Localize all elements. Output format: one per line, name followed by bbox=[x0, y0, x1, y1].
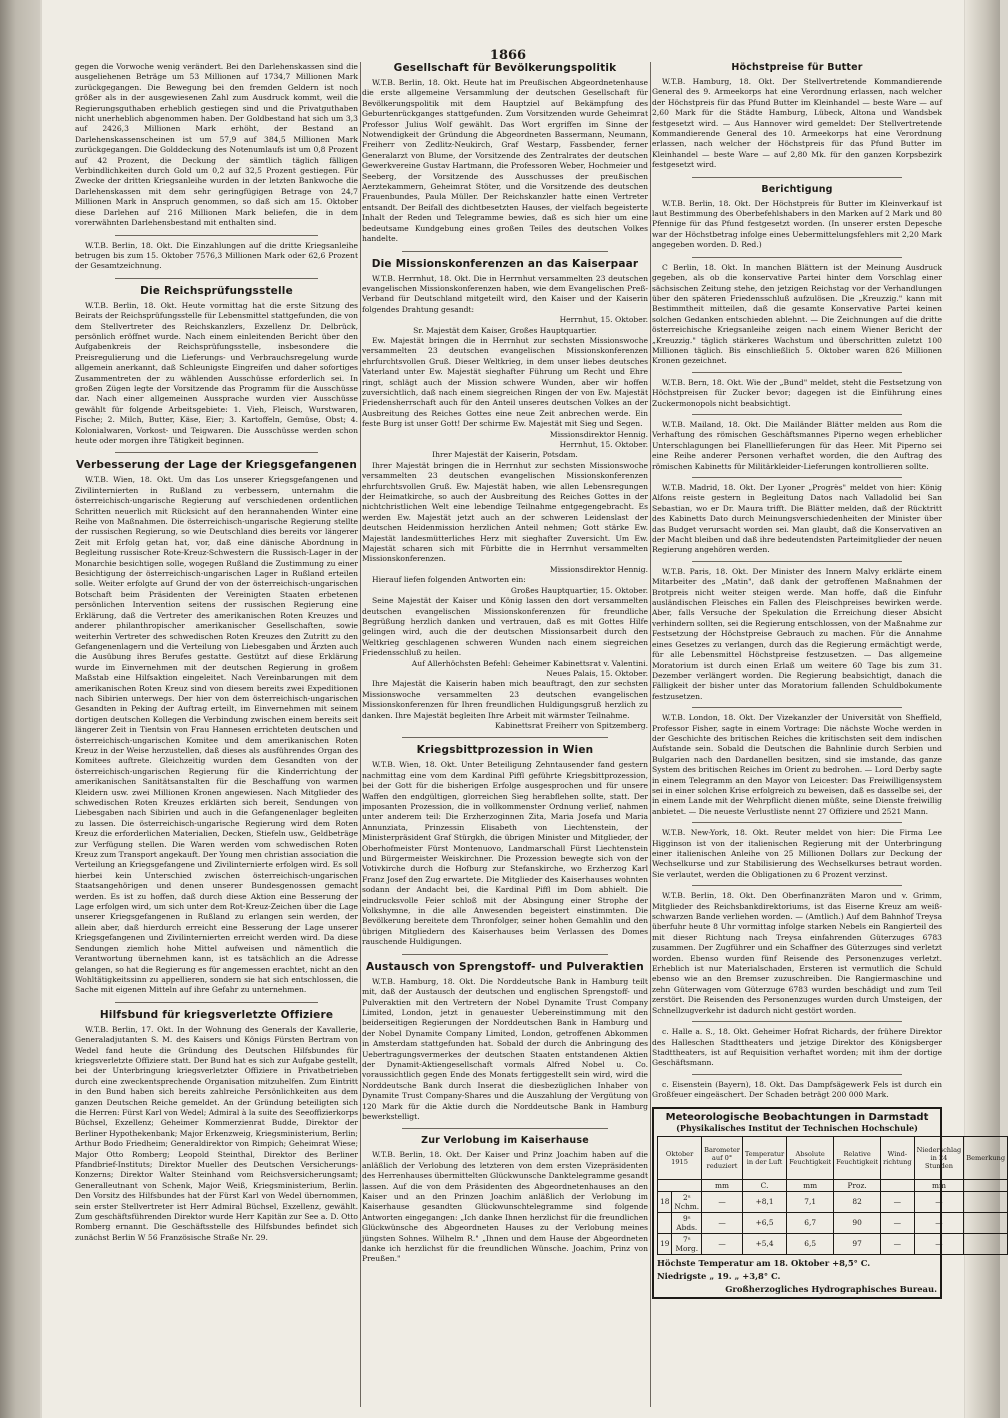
article-reichspruefungsstelle bbox=[75, 285, 358, 447]
separator bbox=[692, 707, 902, 708]
article-text: W.T.B. Wien, 18. Okt. Um das Los unserer Kriegsgefangenen und Zivilinternierten in Rußland zu verbessern, unternahm die österreichisch-ungarische Regierung auf verschiedenen ordentlichen Schritten neuerlich mit Rücksicht auf den herannahenden Winter eine Reihe von Maßnahmen. Die österreichisch-ungarische Regierung stellte der russischen Regierung, so wie Deutschland dies bereits vor längerer Zeit mit Erfolg getan hat, vor, daß eine dänische Abordnung in Begleitung russischer Rote-Kreuz-Schwestern die Russisch-Lager in der Monarchie besichtigen solle, wogegen Rußland die Zustimmung zu einer Besichtigung der österreichisch-ungarischen Lager in Rußland erteilen solle. Weiter erfolgte auf Grund der von der österreichisch-ungarischen Botschaft beim Präsidenten der Vereinigten Staaten erbetenen persönlichen Intervention seitens der russischen Regierung eine Erklärung, daß die Vertreter des amerikanischen Roten Kreuzes und anderer philanthropischer amerikanischer Gesellschaften, sowie weiterhin Vertreter des schwedischen Roten Kreuzes den Zutritt zu den Gefangenenlagern und die Verteilung von Liebesgaben und Ärzten auch die Ausübung ihres Berufes gestatte. Gestützt auf diese Erklärung wurde im Einvernehmen mit der deutschen Regierung in großem Maßstab eine Hilfsaktion eingeleitet. Nach Vereinbarungen mit dem amerikanischen Roten Kreuz sind von diesem bereits zwei Expeditionen nach Sibirien unterwegs. Der hier von dem österreichisch-ungarischen Gesandten in Peking der Auftrag erteilt, im Einvernehmen mit seinem dortigen deutschen Kollegen die Verbindung zwischen einem bereits seit längerer Zeit in Tientsin von Frau Hannesen errichteten deutschen und österreichisch-ungarischen Komitee und dem amerikanischen Roten Kreuz in der Weise herzustellen, daß dieses als ausführendes Organ des Komitees auftrete. Gleichzeitig wurden dem Gesandten von der österreichisch-ungarischen Regierung für die Kinderrichtung der amerikanischen Sanitätsanstalten für die Beschaffung von warmen Kleidern usw. zwei Millionen Kronen angewiesen. Nach Mitglieder des schwedischen Roten Kreuzes erklärten sich bereit, Sendungen von Liebesgaben nach Sibirien und auch in die Gefangenenlager begleiten zu lassen. Die österreichisch-ungarische Regierung wird dem Roten Kreuz die erforderlichen Materialien, Decken, Stiefeln usw., Geldbeträge zur Verfügung stellen. Die Waren werden vom schwedischen Roten Kreuz zum Transport angekauft. Der Young men christian association die Verteilung an Kriegsgefangene und Zivilinternierte erfolgen wird. Es soll hierbei kein Unterschied zwischen österreichisch-ungarischen Staatsangehörigen und denen unserer Bundesgenossen gemacht werden. Es ist zu hoffen, daß durch diese Aktion eine Besserung der Lage erfolgen wird, um sich unter dem Rot-Kreuz-Zeichen über die Lage unserer Kriegsgefangenen in Rußland zu erlangen sein werden, der allein aber, daß hierdurch erreicht eine Besserung der Lage unserer Kriegsgefangenen und Zivilinternierten erreicht werden wird. Da diese Sendungen ziemlich hohe Mittel aufweisen und nämentlich die Verantwortung übernehmen kann, ist es tatsächlich an die Adresse gelangen, so hat die Regierung es für angemessen erachtet, nicht an den Wohltätigkeitssinn zu appellieren, sondern sie hat sich entschlossen, die Sache mit eigenen Mitteln auf ihre Gefahr zu unternehmen. bbox=[75, 475, 358, 995]
article-headline: Austausch von Sprengstoff- und Pulveraktien bbox=[366, 960, 644, 973]
separator bbox=[692, 257, 902, 258]
separator bbox=[115, 1002, 318, 1003]
article-news-briefs bbox=[652, 263, 942, 1101]
bureau-credit: Großherzogliches Hydrographisches Bureau. bbox=[725, 1283, 937, 1294]
article-headline: Die Reichsprüfungsstelle bbox=[140, 284, 293, 297]
article-text: Hierauf liefen folgenden Antworten ein: bbox=[372, 575, 526, 585]
cell-abs: 6,5 bbox=[787, 1233, 834, 1254]
address-line: Ihrer Majestät der Kaiserin, Potsdam. bbox=[432, 450, 578, 460]
separator bbox=[692, 372, 902, 373]
max-label: Höchste Temperatur am bbox=[657, 1257, 771, 1268]
header-temperature: Temperatur in der Luft bbox=[742, 1136, 786, 1179]
header-precipitation: Niederschlag in 24 Stunden bbox=[914, 1136, 964, 1179]
separator bbox=[402, 251, 608, 252]
article-text: W.T.B. Mailand, 18. Okt. Die Mailänder Blätter melden aus Rom die Verhaftung des römischen Geschäftsmannes Piperno wegen erheblicher Unterschlagungen bei Flanelllieferungen für das Heer. Mit Piperno sei eine Reihe anderer Personen verhaftet worden, die den Auftrag des römischen Kabinetts für Militärkleider-Lieferungen kontrollieren sollte. bbox=[652, 419, 942, 471]
unit-baro: mm bbox=[702, 1179, 743, 1191]
article-headline: Gesellschaft für Bevölkerungspolitik bbox=[393, 62, 617, 74]
year-label: 1915 bbox=[671, 1157, 688, 1166]
address-line: Sr. Majestät dem Kaiser, Großes Hauptquartier. bbox=[413, 325, 597, 335]
separator bbox=[692, 822, 902, 823]
separator bbox=[115, 452, 318, 453]
cell-wind: — bbox=[881, 1191, 915, 1212]
column-right bbox=[652, 62, 1006, 1407]
separator bbox=[402, 737, 608, 738]
cell-baro: — bbox=[702, 1212, 743, 1233]
unit-blank bbox=[964, 1179, 1008, 1191]
cell-day: 18 bbox=[658, 1191, 672, 1212]
article-text: Ihre Majestät die Kaiserin haben mich beauftragt, den zur sechsten Missionswoche versammelten 23 deutschen evangelischen Missionskonferenzen für Ihren freundlichen Huldigungsgruß herzlich zu danken. Ihre Majestät begleiten Ihre Arbeit mit wärmster Teilnahme. bbox=[362, 679, 648, 720]
separator bbox=[692, 1021, 902, 1022]
cell-baro: — bbox=[702, 1233, 743, 1254]
min-temperature-line bbox=[657, 1271, 937, 1281]
weather-report-box bbox=[652, 1107, 1006, 1299]
article-text: W.T.B. Paris, 18. Okt. Der Minister des Innern Malvy erklärte einem Mitarbeiter des „Matin", daß dank der getroffenen Maßnahmen der Brotpreis nicht weiter steigen werde. Man hoffe, daß die Einfuhr ausländischen Fleisches ein Fallen des Fleischpreises bewirken werde. Aber, falls Versuche der Spekulation die Erreichung dieser Absicht verhindern sollten, sei die Regierung entschlossen, von der Maßnahme zur Festsetzung der Höchstpreise Gebrauch zu machen. Für die Annahme eines Gesetzes zu verlangen, durch das die Regierung ermächtigt werde, für alle Lebensmittel Höchstpreise festzusetzen. — Das allgemeine Moratorium ist durch einen Erlaß um weitere 60 Tage bis zum 31. Dezember verlängert worden. Die Regierung beabsichtigt, danach die Fälligkeit der bisher unter das Moratorium fallenden Schuldbokumente festzusetzen. bbox=[652, 566, 942, 701]
article-text: W.T.B. Berlin, 18. Okt. Der Höchstpreis für Butter im Kleinverkauf ist laut Bestimmung des Oberbefehlshabers in den Marken auf 2 Mark und 80 Pfennige für das Pfund festgesetzt worden. (In unserer ersten Depesche war der Höchstbetrag infolge eines Uebermittelungsfehlers mit 2,20 Mark angegeben worden. D. Red.) bbox=[652, 198, 942, 250]
weather-header-row bbox=[658, 1136, 1008, 1179]
cell-wind: — bbox=[881, 1212, 915, 1233]
article-text: W.T.B. Hamburg, 18. Okt. Der Stellvertretende Kommandierende General des 9. Armeekorps hat eine Verordnung erlassen, nach welcher der Höchstpreis für das Pfund Butter im Kleinhandel — beste Ware — auf 2,60 Mark für die Städte Hamburg, Lübeck, Altona und Wandsbek festgesetzt wird. — Aus Hannover wird gemeldet: Der Stellvertretende Kommandierende General des 10. Armeekorps hat eine Verordnung erlassen, nach welcher der Höchstpreis für das Pfund Butter im Kleinhandel — beste Ware — auf 2,80 Mk. für den ganzen Korpsbezirk festgesetzt wird. bbox=[652, 77, 942, 170]
table-row bbox=[658, 1191, 1008, 1212]
article-text: W.T.B. New-York, 18. Okt. Reuter meldet von hier: Die Firma Lee Higginson ist von der italienischen Regierung mit der Unterbringung einer italienischen Anleihe von 25 Millionen Dollars zur Deckung der Wechselkurse und zur Stabilisierung des Wechselkurses betraut worden. Sie verlautet, werden die Obligationen zu 6 Prozent verzinst. bbox=[652, 828, 942, 879]
article-engagement bbox=[362, 1135, 648, 1264]
header-rel-humidity: Relative Feuchtigkeit bbox=[834, 1136, 881, 1179]
separator bbox=[402, 1128, 608, 1129]
article-text: c. Eisenstein (Bayern), 18. Okt. Das Dampfsägewerk Fels ist durch ein Großfeuer eingeäschert. Der Schaden beträgt 200 000 Mark. bbox=[652, 1079, 942, 1100]
article-text: Ihrer Majestät bringen die in Herrnhut zur sechsten Missionswoche versammelten 23 deutschen evangelischen Missionskonferenzen ehrfurchtsvollen Gruß. Ew. Majestät haben, wie allen Lebensregungen der Heimatkirche, so auch der Ausbreitung des Reiches Gottes in der nichtchristlichen Welt eine lebendige Teilnahme entgegengebracht. Es werden Ew. Majestät jetzt auch an der schweren Leidenslast der deutschen Heidenmission herzlichen Anteil nehmen; Gott stärke Ew. Majestät landesmütterliches Herz mit sieghafter Zuversicht. Um Ew. Majestät scharen sich mit Fürbitte die in Herrnhut versammelten Missionskonferenzen. bbox=[362, 460, 648, 564]
article-text: W.T.B. Berlin, 17. Okt. In der Wohnung des Generals der Kavallerie, Generaladjutanten S. M. des Kaisers und Königs Fürsten Bertram von Wedel fand heute die Gründung des Deutschen Hilfsbundes für kriegsverletzte Offiziere statt. Der Bund hat es sich zur Aufgabe gestellt, bei der Unterbringung kriegsverletzter Offiziere in Privatbetrieben durch eine zweckentsprechende Organisation mitzuhelfen. Zum Eintritt in den Bund haben sich bereits zahlreiche Persönlichkeiten aus dem ganzen Deutschen Reiche gemeldet. An der Gründung beteiligten sich die Herren: Fürst Karl von Wedel; Admiral à la suite des Seeoffizierkorps Büchsel, Exzellenz; Geheimer Kommerzienrat Budde, Direktor der Berliner Hypothekenbank; Major Erkenzweig, Kriegsministerium, Berlin; Arthur Bodo Friedheim; Generaldirektor von Rimpich; Geheimrat Wiese; Major Otto Romberg; Leopold Steinthal, Direktor des Berliner Pfandbrief-Instituts; Direktor Mueller des Deutschen Versicherungs-Konzerns; Direktor Walter Steinhand vom Reichsversicherungsamt; Generalleutnant von Schenk, Major Weiß, Kriegsministerium, Berlin. Den Vorsitz des Hilfsbundes hat der Fürst Karl von Wedel übernommen, sein erster Stellvertreter ist Herr Admiral Büchsel, Exzellenz, gewählt. Zum geschäftsführenden Direktor wurde Herr Kapitän zur See a. D. Otto Romberg ernannt. Die Geschäftsstelle des Hilfsbundes befindet sich zunächst Berlin W 56 Französische Straße Nr. 29. bbox=[75, 1024, 358, 1242]
dateline: Herrnhut, 15. Oktober. bbox=[559, 315, 648, 325]
signature: Missionsdirektor Hennig. bbox=[549, 429, 648, 439]
cell-nied: — bbox=[914, 1233, 964, 1254]
article-population-policy bbox=[362, 62, 648, 245]
separator bbox=[115, 235, 318, 236]
cell-time: 7ᵘ Morg. bbox=[672, 1233, 702, 1254]
separator bbox=[692, 885, 902, 886]
max-date: 18. Oktober bbox=[773, 1257, 830, 1268]
weather-unit-row bbox=[658, 1179, 1008, 1191]
min-value: +3,8° C. bbox=[742, 1270, 781, 1281]
cell-rel: 82 bbox=[834, 1191, 881, 1212]
column-middle bbox=[362, 62, 648, 1407]
article-text: C Berlin, 18. Okt. In manchen Blättern ist der Meinung Ausdruck gegeben, als ob die konservative Partei hinter dem Vorschlag einer sächsischen Zeitung stehe, den jetzigen Reichstag vor der Verhandlungen über den späteren Friedensschluß aufzulösen. Die „Kreuzzig." kann mit Bestimmtheit mitteilen, daß die gesamte Konservative Partei keinen solchen Gedanken entschieden ablehnt. — Die Zeichnungen auf die dritte österreichische Kriegsanleihe zeigen nach einem Wiener Bericht der „Kreuzzig." täglich stärkeres Wachstum und überschritten zuletzt 100 Millionen täglich. Bis einschließlich 5. Oktober waren 826 Millionen Kronen gezeichnet. bbox=[652, 262, 942, 366]
cell-bem bbox=[964, 1233, 1008, 1254]
article-mission-conferences bbox=[362, 258, 648, 732]
article-text: Seine Majestät der Kaiser und König lassen den dort versammelten deutschen evangelischen Missionskonferenzen für freundliche Begrüßung herzlich danken und vertrauen, daß es mit Gottes Hilfe gelingen wird, auch die der deutschen Missionsarbeit durch den Weltkrieg geschlagenen schweren Wunden nach einem siegreichen Friedensschluß zu heilen. bbox=[362, 596, 648, 658]
table-row bbox=[658, 1212, 1008, 1233]
article-text: c. Halle a. S., 18. Okt. Geheimer Hofrat Richards, der frühere Direktor des Halleschen Stadttheaters und jetzige Direktor des Königsberger Stadttheaters, ist auf Requisition verhaftet worden; mit ihm der dortige Geschäftsmann. bbox=[652, 1027, 942, 1068]
page-number: 1866 bbox=[489, 48, 527, 63]
weather-table bbox=[657, 1136, 1008, 1255]
cell-bem bbox=[964, 1212, 1008, 1233]
max-value: +8,5° C. bbox=[832, 1257, 871, 1268]
cell-temp: +6,5 bbox=[742, 1212, 786, 1233]
separator bbox=[115, 278, 318, 279]
unit-abs: mm bbox=[787, 1179, 834, 1191]
book-binding bbox=[0, 0, 40, 1418]
cell-temp: +8,1 bbox=[742, 1191, 786, 1212]
article-text: W.T.B. Herrnhut, 18. Okt. Die in Herrnhut versammelten 23 deutschen evangelischen Missionskonferenzen haben, wie dem Evangelischen Preß-Verband für Deutschland mitgeteilt wird, den Kaiser und der Kaiserin folgendes Drahtung gesandt: bbox=[362, 273, 648, 314]
article-text: W.T.B. Berlin, 18. Okt. Heute vormittag hat die erste Sitzung des Beirats der Reichsprüfungsstelle für Lebensmittel stattgefunden, die von dem Stellvertreter des Reichskanzlers, Exzellenz Dr. Delbrück, persönlich eröffnet wurde. Nach einem einleitenden Bericht über den Aufgabenkreis der Reichsprüfungsstelle, insbesondere die Preisregulierung und die Lieferungs- und Verbrauchsregelung wurde allgemein anerkannt, daß Schleunigste Eingreifen und daher sofortiges Zusammentreten der zu wählenden Ausschüsse erforderlich sei. In großen Zügen legte der Vorsitzende das Programm für die Ausschüsse dar. Nach einer allgemeinen Aussprache wurden vier Ausschüsse gewählt für folgende Arbeitsgebiete: 1. Vieh, Fleisch, Wurstwaren, Fische; 2. Milch, Butter, Käse, Eier; 3. Kartoffeln, Gemüse, Obst; 4. Kolonialwaren, Vorkost- und Teigwaren. Die Ausschüsse werden schon heute oder morgen ihre Tätigkeit beginnen. bbox=[75, 300, 358, 445]
article-text: W.T.B. Berlin, 18. Okt. Der Kaiser und Prinz Joachim haben auf die anläßlich der Verlobung des letzteren von dem ersten Vizepräsidenten des Herrenhauses übermittelten Glückwunsche Danktelegramme gesandt lassen. Auf die von dem Präsidenten des Abgeordnetenhauses an den Kaiser und an den Prinzen Joachim anläßlich der Verlobung im Kaiserhause gesandten Glückwunschtelegramme sind folgende Antworten eingegangen: „Ich danke Ihnen herzlichst für die freundlichen Glückwünsche des Abgeordneten Hauses zu der Verlobung meines jüngsten Sohnes. Wilhelm R." „Ihnen und dem Hause der Abgeordneten danke ich herzlichst für die freundlichen Wünsche. Joachim, Prinz von Preußen." bbox=[362, 1150, 648, 1264]
min-label: Niedrigste bbox=[657, 1270, 707, 1281]
cell-wind: — bbox=[881, 1233, 915, 1254]
article-headline: Die Missionskonferenzen an das Kaiserpaar bbox=[371, 257, 639, 270]
separator bbox=[692, 177, 902, 178]
article-explosives-shares bbox=[362, 961, 648, 1123]
separator bbox=[402, 954, 608, 955]
article-text: W.T.B. London, 18. Okt. Der Vizekanzler der Universität von Sheffield, Professor Fisher, sagte in einem Vortrage: Die nächste Woche werden in der Geschichte des britischen Reiches die kritischsten seit dem indischen Aufstande sein. Sobald die Deutschen die Bahnlinie durch Serbien und Bulgarien nach den Dardanellen besitzen, sind sie imstande, das ganze System des britischen Reiches im Orient zu bedrohen. — Lord Derby sagte in einem Telegramm an den Mayor von Leicester: Das Freiwilligensystem sei in einer solchen Krise erfolgreich zu beweisen, daß es dasselbe sei, der in einem Lande mit der Wehrpflicht dienen müßte, seine Dienste freiwillig anbietet. — Die neueste Verlustliste nennt 27 Offiziere und 2521 Mann. bbox=[652, 713, 942, 816]
unit-rel: Proz. bbox=[834, 1179, 881, 1191]
article-headline: Verbesserung der Lage der Kriegsgefangenen bbox=[75, 459, 358, 472]
article-text: W.T.B. Wien, 18. Okt. Unter Beteiligung Zehntausender fand gestern nachmittag eine vom dem Kardinal Piffl geführte Kriegsbittprozession, bei der Gott für die bisherigen Erfolge ausgesprochen und für unsere Waffen den endgültigen, glorreichen Sieg herabflehen sollte, statt. Der imposanten Prozession, die in vollkommenster Ordnung verlief, nahmen unter anderem teil: Die Erzherzoginnen Zita, Maria Josefa und Maria Annunziata, Prinzessin Elisabeth von Liechtenstein, der Ministerpräsident Graf Stürgkh, die übrigen Minister und Mitglieder, der Oberhofmeister Fürst Montenuovo, Landmarschall Fürst Liechtenstein und Bürgermeister Weiskirchner. Die Prozession bewegte sich von der Votivkirche durch die Hofburg zur Stefanskirche, wo Erzherzog Karl Franz Josef den Zug erwartete. Die Mitglieder des Kaiserhauses wohnten sodann der Andacht bei, die Kardinal Piffl im Dom abhielt. Die eindrucksvolle Feier schloß mit der Absingung einer Strophe der Volkshymne, in die alle Anwesenden begeistert einstimmten. Die Bevölkerung bereitete dem Thronfolger, seiner hohen Gemahlin und den übrigen Mitgliedern des Kaiserhauses beim Verlassen des Domes rauschende Huldigungen. bbox=[362, 760, 648, 947]
weather-subtitle: (Physikalisches Institut der Technischen Hochschule) bbox=[676, 1122, 918, 1133]
article-text: W.T.B. Madrid, 18. Okt. Der Lyoner „Progrès" meldet von hier: König Alfons reiste gestern in Begleitung Datos nach Valladolid bei San Sebastian, wo er Dr. Maura trifft. Die Blätter melden, daß der Rücktritt des Kabinetts Dato durch Meinungsverschiedenheiten der Minister über das Budget verursacht worden sei. Man glaubt, daß die Konservativen an der Macht bleiben und daß ihre bedeutendsten Parteimitglieder der neuen Regierung angehören werden. bbox=[652, 483, 942, 555]
cell-abs: 7,1 bbox=[787, 1191, 834, 1212]
column-rule bbox=[650, 62, 651, 1407]
cell-nied: — bbox=[914, 1212, 964, 1233]
article-war-loan bbox=[75, 241, 358, 272]
article-headline: Hilfsbund für kriegsverletzte Offiziere bbox=[99, 1008, 334, 1021]
unit-nied: mm bbox=[914, 1179, 964, 1191]
unit-blank bbox=[881, 1179, 915, 1191]
article-text: W.T.B. Bern, 18. Okt. Wie der „Bund" meldet, steht die Festsetzung von Höchstpreisen für Zucker bevor; dagegen ist die Einführung eines Zuckermonopols nicht beabsichtigt. bbox=[652, 377, 942, 408]
cell-nied: — bbox=[914, 1191, 964, 1212]
article-officers-aid bbox=[75, 1009, 358, 1244]
table-row bbox=[658, 1233, 1008, 1254]
signature: Kabinettsrat Freiherr von Spitzemberg. bbox=[494, 720, 648, 730]
weather-title: Meteorologische Beobachtungen in Darmstadt bbox=[665, 1111, 929, 1123]
dateline: Neues Palais, 15. Oktober. bbox=[546, 668, 648, 678]
article-text: gegen die Vorwoche wenig verändert. Bei den Darlehenskassen sind die ausgeliehenen Beträge um 53 Millionen auf 1734,7 Millionen Mark zurückgegangen. Die Bewegung bei den fremden Geldern ist noch größer als in der ausgewiesenen Zahl zum Ausdruck kommt, weil die Regierungsguthaben erheblich gestiegen sind und die Privatguthaben nicht unerheblich abgenommen haben. Der Goldbestand hat sich um 3,3 auf 2426,3 Millionen Mark erhöht, der Bestand an Darlehenskassenscheinen ist um 57,9 auf 384,5 Millionen Mark zurückgegangen. Die Golddeckung des Notenumlaufs ist um 0,8 Prozent auf 42 Prozent, die Deckung der sämtlich täglich fälligen Verbindlichkeiten durch Gold um 0,2 auf 32,5 Prozent gestiegen. Für Zwecke der dritten Kriegsanleihe wurden in der letzten Bankwoche die Darlehenskassen mit dem sehr geringfügigen Betrage von 24,7 Millionen Mark in Anspruch genommen, so daß sich am 15. Oktober diese Darlehen auf 216 Millionen Mark beliefen, die in dem vorerwähnten Darlehensbestand mit enthalten sind. bbox=[75, 62, 358, 228]
dateline: Herrnhut, 15. Oktober. bbox=[559, 440, 648, 449]
cell-temp: +5,4 bbox=[742, 1233, 786, 1254]
article-text: W.T.B. Berlin, 18. Okt. Die Einzahlungen auf die dritte Kriegsanleihe betrugen bis zum 15. Oktober 7576,3 Millionen Mark oder 62,6 Prozent der Gesamtzeichnung. bbox=[75, 240, 358, 271]
article-bank-report bbox=[75, 62, 358, 229]
separator bbox=[692, 414, 902, 415]
article-headline: Berichtigung bbox=[761, 183, 833, 195]
article-prisoners bbox=[75, 459, 358, 995]
article-headline: Kriegsbittprozession in Wien bbox=[416, 744, 594, 757]
min-date: „ 19. „ bbox=[709, 1270, 740, 1281]
column-rule bbox=[360, 62, 361, 1407]
cell-time: 2ᵘ Nchm. bbox=[672, 1191, 702, 1212]
cell-baro: — bbox=[702, 1191, 743, 1212]
article-text: W.T.B. Berlin, 18. Okt. Heute hat im Preußischen Abgeordnetenhause die erste allgemeine Versammlung der deutschen Gesellschaft für Bevölkerungspolitik mit dem Hauptziel auf Bekämpfung des Geburtenrückganges stattgefunden. Zum Vorsitzenden wurde Geheimrat Professor Julius Wolf gewählt. Das Wort ergriffen im Sinne der Notwendigkeit der Gründung die Abgeordneten Bassermann, Neumann, Freiherr von Zedlitz-Neukirch, Graf Westarp, Fassbender, ferner Generalarzt von Blume, der Vorsitzende des Zentralrates der deutschen Gewerkvereine Gustav Hartmann, die Professoren Weber, Hochmeier und Seeberg, der Vorsitzende des Ausschusses der preußischen Aerztekammern, Geheimrat Stöter, und die Vorsitzende des deutschen Frauenbundes, Paula Müller. Der Reichskanzler hatte einen Vertreter entsandt. Der Beifall des dichtbesetzten Hauses, der vielfach begeisterte Inhalt der Reden und Telegramme bewies, daß es sich hier um eine bedeutsame Kundgebung eines großen Teiles des deutschen Volkes handelte. bbox=[362, 78, 648, 244]
max-temperature-line bbox=[657, 1258, 937, 1268]
dateline: Großes Hauptquartier, 15. Oktober. bbox=[510, 585, 648, 595]
article-text: W.T.B. Berlin, 18. Okt. Den Oberfinanzräten Maron und v. Grimm, Mitglieder des Reichsbankdirektoriums, ist das Eiserne Kreuz am weiß-schwarzen Bande verliehen worden. — (Amtlich.) Auf dem Bahnhof Treysa überfuhr heute 8 Uhr vormittag infolge starken Nebels ein Rangierteil des mit dieser Richtung nach Treysa einfahrenden Güterzuges 6783 zusammen. Der Zugführer und ein Schaffner des Güterzuges sind verletzt worden. Ebenso wurden fünf Reisende des Personenzuges verletzt. Erheblich ist nur Materialschaden, Ersteren ist vermutlich die Schuld ebenso wie an den Bremser zuzuschreiben. Die Rangiermaschine und zehn Güterwagen vom Güterzuge 6783 wurden beschädigt und zum Teil zerstört. Die Reisenden des Personenzuges wurden durch Umsteigen, der Schnellzugverkehr ist dadurch nicht gestört worden. bbox=[652, 891, 942, 1015]
cell-day: 19 bbox=[658, 1233, 672, 1254]
article-butter-prices bbox=[652, 62, 942, 171]
signature: Auf Allerhöchsten Befehl: Geheimer Kabinettsrat v. Valentini. bbox=[411, 658, 648, 668]
cell-rel: 97 bbox=[834, 1233, 881, 1254]
article-text: W.T.B. Hamburg, 18. Okt. Die Norddeutsche Bank in Hamburg teilt mit, daß der Austausch der deutschen und englischen Sprengstoff- und Pulveraktien mit den Vertretern der Nobel Dynamite Trust Company Limited, London, jetzt in genauester Uebereinstimmung mit den beiderseitigen Regierungen der Norddeutschen Bank in Hamburg und der Nobel Dynamite Company Limited, London, getroffenen Abkommen in Amsterdam stattgefunden hat. Sobald der durch die Anbringung des Uebertragungsvermerkes der deutschen Staaten entstandenen Aktien der Dynamit-Aktiengesellschaft vormals Alfred Nobel u. Co. voraussichtlich gegen Ende des Monats fertiggestellt sein wird, wird die Norddeutsche Bank durch Inserat die diesbezüglichen Inhaber von Dynamite Trust Company-Shares und die Auszahlung der Vergütung von 120 Mark für die Aktie durch die Norddeutsche Bank in Hamburg bewerkstelligt. bbox=[362, 976, 648, 1121]
separator bbox=[692, 1074, 902, 1075]
unit-temp: C. bbox=[742, 1179, 786, 1191]
cell-abs: 6,7 bbox=[787, 1212, 834, 1233]
article-correction bbox=[652, 184, 942, 251]
unit-blank bbox=[658, 1179, 702, 1191]
cell-bem bbox=[964, 1191, 1008, 1212]
cell-day bbox=[658, 1212, 672, 1233]
cell-time: 9ᵘ Abds. bbox=[672, 1212, 702, 1233]
article-text: Ew. Majestät bringen die in Herrnhut zur sechsten Missionswoche versammelten 23 deutschen evangelischen Missionskonferenzen ehrfurchtsvollen Gruß. Dieser Weltkrieg, in dem unser liebes deutsches Vaterland unter Ew. Majestät sieghafter Führung um Recht und Ehre ringt, schlägt auch der Mission schwere Wunden, aber wir hoffen zuversichtlich, daß nach einem siegreichen Ringen der von Ew. Majestät Friedensherrschaft auch für den Anteil unseres deutschen Volkes an der Ausbreitung des Reiches Gottes eine neue Zeit anbrechen werde. Ein feste Burg ist unser Gott! Der schirme Ew. Majestät mit Sieg und Segen. bbox=[362, 335, 648, 429]
month-label: Oktober bbox=[665, 1149, 694, 1158]
header-remarks: Bemerkung bbox=[964, 1136, 1008, 1179]
header-barometer: Barometer auf 0° reduziert bbox=[702, 1136, 743, 1179]
header-wind: Wind-richtung bbox=[881, 1136, 915, 1179]
article-war-procession bbox=[362, 744, 648, 947]
separator bbox=[692, 477, 902, 478]
header-month bbox=[658, 1136, 702, 1179]
separator bbox=[692, 561, 902, 562]
cell-rel: 90 bbox=[834, 1212, 881, 1233]
column-left bbox=[75, 62, 358, 1407]
article-headline: Höchstpreise für Butter bbox=[731, 62, 863, 73]
article-headline: Zur Verlobung im Kaiserhause bbox=[421, 1135, 589, 1147]
signature: Missionsdirektor Hennig. bbox=[549, 564, 648, 574]
header-abs-humidity: Absolute Feuchtigkeit bbox=[787, 1136, 834, 1179]
